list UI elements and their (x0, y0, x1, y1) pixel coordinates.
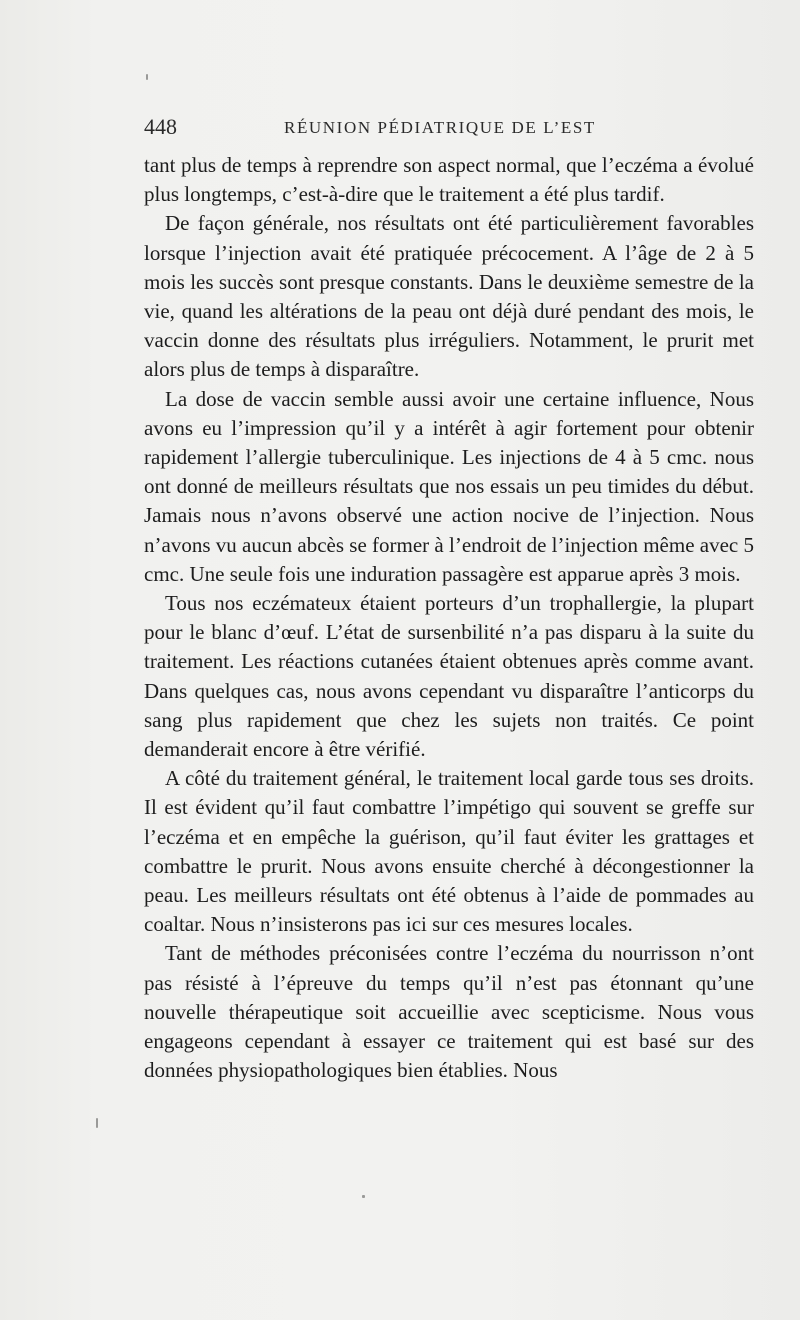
running-title: RÉUNION PÉDIATRIQUE DE L’EST (284, 118, 596, 137)
paragraph-5: A côté du traitement général, le traitement local garde tous ses droits. Il est évident qu’il faut combattre l’impétigo qui souvent se greffe sur l’eczéma et en empêche la guérison, qu’il faut éviter les grattages et combattre le prurit. Nous avons ensuite cherché à décongestionner la peau. Les meilleurs résultats ont été obtenus à l’aide de pommades au coaltar. Nous n’insisterons pas ici sur ces mesures locales. (144, 766, 754, 937)
paragraph-6: Tant de méthodes préconisées contre l’eczéma du nourrisson n’ont pas résisté à l’épreuve du temps qu’il n’est pas étonnant qu’une nouvelle thérapeutique soit accueillie avec scepticisme. Nous vous engageons cependant à essayer ce traitement qui est basé sur des données physiopathologiques bien établies. Nous (144, 941, 754, 1083)
paragraph-4: Tous nos eczémateux étaient porteurs d’un trophallergie, la plupart pour le blanc d’œuf. L’état de sursenbilité n’a pas disparu à la suite du traitement. Les réactions cutanées étaient obtenues après comme avant. Dans quelques cas, nous avons cependant vu disparaître l’anticorps du sang plus rapidement que chez les sujets non traités. Ce point demanderait encore à être vérifié. (144, 591, 754, 762)
margin-speck (146, 74, 148, 80)
margin-speck (96, 1118, 98, 1128)
margin-speck (362, 1195, 365, 1198)
page-number: 448 (144, 114, 177, 139)
paragraph-2: De façon générale, nos résultats ont été particulièrement favorables lorsque l’injection avait été pratiquée précocement. A l’âge de 2 à 5 mois les succès sont presque constants. Dans le deuxième semestre de la vie, quand les altérations de la peau ont déjà duré pendant des mois, le vaccin donne des résultats plus irréguliers. Notamment, le prurit met alors plus de temps à disparaître. (144, 211, 754, 382)
paragraph-3: La dose de vaccin semble aussi avoir une certaine influence, Nous avons eu l’impression qu’il y a intérêt à agir fortement pour obtenir rapidement l’allergie tuberculinique. Les injections de 4 à 5 cmc. nous ont donné de meilleurs résultats que nos essais un peu timides du début. Jamais nous n’avons observé une action nocive de l’injection. Nous n’avons vu aucun abcès se former à l’endroit de l’injection même avec 5 cmc. Une seule fois une induration passagère est apparue après 3 mois. (144, 386, 754, 586)
running-head (144, 113, 754, 141)
body-text (144, 151, 754, 1086)
paragraph-1: tant plus de temps à reprendre son aspect normal, que l’eczéma a évolué plus longtemps, c’est-à-dire que le traitement a été plus tardif. (144, 153, 754, 207)
